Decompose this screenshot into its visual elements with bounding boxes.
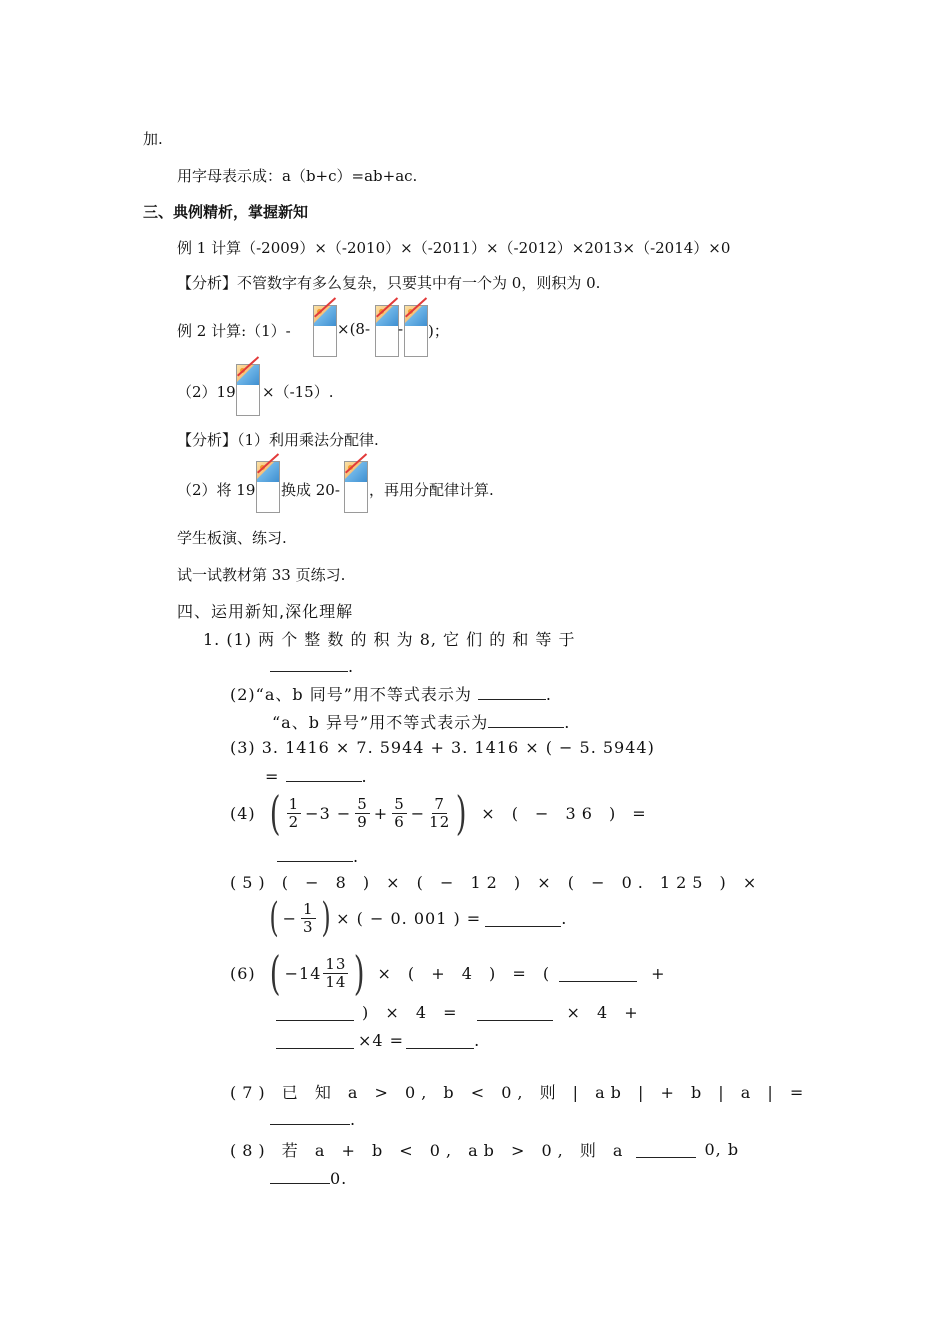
- try-it: 试一试教材第 33 页练习.: [177, 566, 346, 584]
- fraction: $\frac{7}{12}$: [429, 794, 451, 831]
- question-1-6: (6) ( −14 $\frac{13}{14}$ ) × ( + 4 ) = ( +: [230, 946, 666, 1000]
- example-2-part2-prefix: （2）19: [177, 383, 236, 401]
- answer-blank[interactable]: [485, 910, 561, 927]
- answer-blank[interactable]: [477, 1004, 553, 1021]
- question-1-7: (7) 已 知 a > 0, b < 0, 则 | ab | + b | a | =: [230, 1083, 810, 1102]
- example-1-analysis: 【分析】不管数字有多么复杂，只要其中有一个为 0，则积为 0.: [177, 274, 601, 292]
- broken-image-icon: [313, 305, 337, 357]
- question-1-8-cont: 0.: [270, 1167, 347, 1188]
- answer-blank[interactable]: [559, 965, 637, 982]
- question-1-4-answer: .: [277, 845, 359, 866]
- broken-image-icon: [236, 364, 260, 416]
- example-2-part2-end: ×（-15）.: [262, 383, 334, 401]
- analysis-2-end: ，再用分配律计算.: [369, 481, 494, 499]
- intro-line-2: 用字母表示成：a（b+c）=ab+ac.: [177, 167, 418, 185]
- example-2-part1-dash: -: [398, 320, 404, 338]
- broken-image-icon: [344, 461, 368, 513]
- example-2-part1-mid: ×(8-: [337, 320, 371, 338]
- question-1-2a: (2)“a、b 同号”用不等式表示为 .: [230, 685, 552, 704]
- question-1-5: (5) ( − 8 ) × ( − 12 ) × ( − 0. 125 ) ×: [230, 873, 763, 892]
- question-1-1-answer: .: [270, 655, 354, 676]
- question-1-7-answer: .: [270, 1108, 356, 1129]
- example-2-part1-prefix: 例 2 计算:（1）-: [177, 322, 291, 340]
- answer-blank[interactable]: [406, 1032, 474, 1049]
- analysis-2-prefix: （2）将 19: [177, 481, 256, 499]
- answer-blank[interactable]: [277, 845, 353, 862]
- question-1-6-line3: ×4 = .: [276, 1031, 480, 1050]
- question-1-5-cont: ( − $\frac{1}{3}$ ) × ( − 0. 001 ) = .: [269, 895, 568, 941]
- answer-blank[interactable]: [276, 1032, 354, 1049]
- answer-blank[interactable]: [270, 1167, 330, 1184]
- question-1-1: 1. (1) 两 个 整 数 的 积 为 8, 它 们 的 和 等 于: [203, 630, 576, 649]
- analysis-1: 【分析】（1）利用乘法分配律.: [177, 431, 379, 449]
- analysis-2-mid: 换成 20-: [281, 481, 340, 499]
- answer-blank[interactable]: [276, 1004, 354, 1021]
- section3-heading: 三、典例精析，掌握新知: [143, 203, 309, 221]
- question-1-6-line2: ) × 4 = × 4 +: [276, 1003, 644, 1022]
- question-1-3: (3) 3. 1416 × 7. 5944 + 3. 1416 × ( − 5. 5944): [230, 738, 655, 757]
- fraction: $\frac{5}{6}$: [394, 794, 405, 831]
- question-1-2b: “a、b 异号”用不等式表示为 .: [272, 713, 571, 732]
- example-2-part1-end: )；: [428, 322, 449, 340]
- answer-blank[interactable]: [636, 1141, 696, 1158]
- answer-blank[interactable]: [270, 1108, 350, 1125]
- answer-blank[interactable]: [488, 711, 564, 728]
- question-1-8: (8) 若 a + b < 0, ab > 0, 则 a 0, b: [230, 1140, 740, 1160]
- question-1-3-answer: = .: [265, 767, 368, 786]
- student-practice: 学生板演、练习.: [177, 529, 287, 547]
- answer-blank[interactable]: [478, 683, 546, 700]
- fraction: $\frac{1}{3}$: [303, 899, 314, 936]
- answer-blank[interactable]: [286, 765, 362, 782]
- section4-heading: 四、运用新知,深化理解: [177, 602, 354, 621]
- broken-image-icon: [404, 305, 428, 357]
- broken-image-icon: [256, 461, 280, 513]
- question-1-4: (4) ( $\frac{1}{2}$ −3 − $\frac{5}{9}$ + $\frac{5}{6}$ − $\frac{7}{12}$ ) × ( − 36 ) =: [230, 786, 652, 840]
- fraction: $\frac{13}{14}$: [325, 954, 347, 991]
- fraction: $\frac{1}{2}$: [288, 794, 300, 831]
- answer-blank[interactable]: [270, 655, 348, 672]
- intro-line-1: 加.: [143, 130, 163, 148]
- broken-image-icon: [375, 305, 399, 357]
- fraction: $\frac{5}{9}$: [357, 794, 368, 831]
- example-1: 例 1 计算（-2009）×（-2010）×（-2011）×（-2012）×2013×（-2014）×0: [177, 239, 731, 257]
